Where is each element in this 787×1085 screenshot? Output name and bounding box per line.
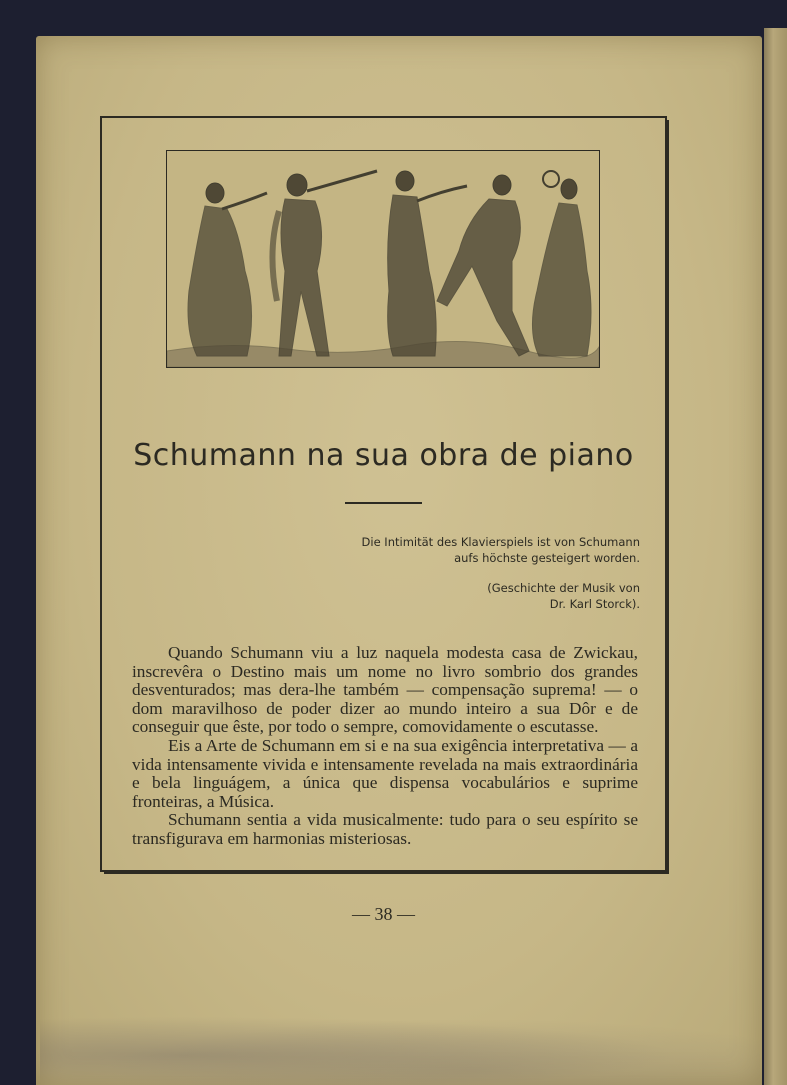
- paragraph: Schumann sentia a vida musicalmente: tudo para o seu espírito se transfigurava em harmonias misteriosas.: [132, 810, 638, 848]
- citation-line: (Geschichte der Musik von: [487, 581, 640, 595]
- paper-stain: [40, 1010, 760, 1085]
- body-text: [132, 644, 638, 849]
- epigraph-citation: [300, 580, 640, 612]
- epigraph-line: Die Intimität des Klavierspiels ist von Schumann: [361, 535, 640, 549]
- dancing-figures-illustration: [166, 150, 600, 368]
- paragraph: Eis a Arte de Schumann em si e na sua exigência interpretativa — a vida intensamente vivida e intensamente revelada na mais extraordinária e bela linguágem, a única que dispensa vocabulários e suprime fronteiras, a Música.: [132, 735, 638, 811]
- page-edge: [764, 28, 787, 1085]
- paragraph: Quando Schumann viu a luz naquela modesta casa de Zwickau, inscrevêra o Destino mais um nome no livro sombrio dos grandes desventurados; mas dera-lhe também — compensação suprema! — o dom maravilhoso de poder dizer ao mundo inteiro a sua Dôr e de conseguir que êste, por todo o sempre, comovidamente o escutasse.: [132, 643, 638, 737]
- citation-line: Dr. Karl Storck).: [549, 597, 640, 611]
- illustration-figures: [167, 151, 599, 367]
- epigraph: [300, 534, 640, 566]
- page-number: — 38 —: [352, 904, 415, 924]
- title-divider: [345, 502, 422, 504]
- page-title: Schumann na sua obra de piano: [133, 438, 634, 473]
- epigraph-line: aufs höchste gesteigert worden.: [454, 551, 640, 565]
